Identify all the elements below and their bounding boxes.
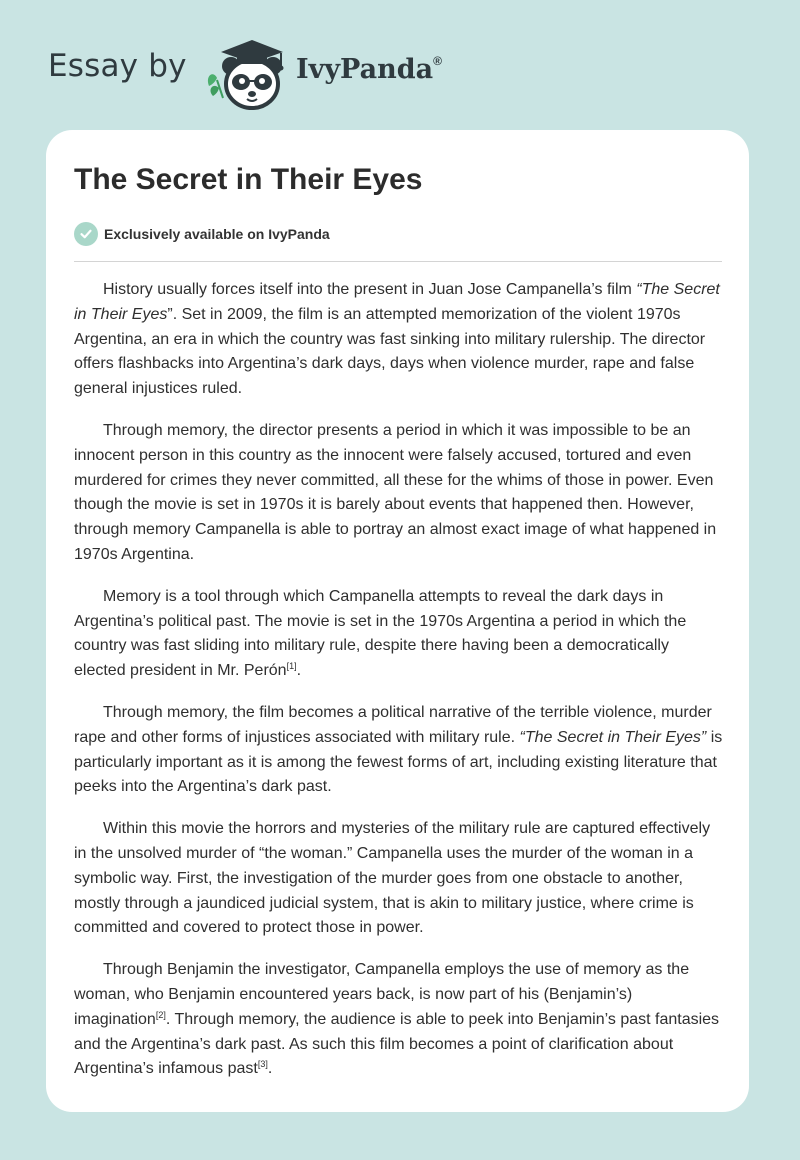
paragraph-4 bbox=[74, 701, 724, 800]
panda-logo-icon[interactable] bbox=[203, 34, 293, 112]
brand-name-text: IvyPanda bbox=[296, 54, 434, 85]
paragraph-1 bbox=[74, 278, 724, 402]
paragraph-text: is particularly important as it is among the fewest forms of art, including existing literature that peeks into the Argentina’s dark past. bbox=[74, 728, 723, 796]
essay-card bbox=[46, 130, 749, 1112]
paragraph-2 bbox=[74, 419, 724, 568]
film-title-italic: “The Secret in Their Eyes bbox=[74, 281, 720, 323]
registered-mark: ® bbox=[433, 54, 442, 68]
film-title-italic: “The Secret in Their Eyes” bbox=[519, 728, 707, 746]
paragraph-5 bbox=[74, 817, 724, 941]
paragraph-text: Through Benjamin the investigator, Campanella employs the use of memory as the woman, who Benjamin encountered years back, is now part of his (Benjamin’s) imagination bbox=[74, 961, 690, 1028]
footnote-ref[interactable]: [1] bbox=[286, 661, 297, 672]
paragraph-6 bbox=[74, 958, 724, 1082]
essay-title: The Secret in Their Eyes bbox=[74, 163, 423, 196]
paragraph-text: Within this movie the horrors and mysteries of the military rule are captured effectively in the unsolved murder of “the woman.” Campanella uses the murder of the woman in a symbolic way. First, the investigation of the murder goes from one obstacle to another, mostly through a jaundiced judicial system, that is akin to military justice, where crime is committed and covered to protect those in power. bbox=[74, 820, 711, 937]
essay-by-label: Essay by bbox=[48, 48, 187, 84]
paragraph-text: Through memory, the film becomes a political narrative of the terrible violence, murder rape and other forms of injustices associated with military rule. bbox=[74, 703, 712, 746]
exclusive-badge-label: Exclusively available on IvyPanda bbox=[104, 226, 330, 242]
essay-body bbox=[74, 278, 724, 1099]
footnote-ref[interactable]: [2] bbox=[155, 1009, 166, 1020]
checkmark-circle-icon bbox=[74, 222, 98, 246]
paragraph-text: . bbox=[296, 662, 302, 680]
paragraph-text: Through memory, the director presents a period in which it was impossible to be an innocent person in this country as the innocent were falsely accused, tortured and even murdered for crimes they never committed, all these for the whims of those in power. Even though the movie is set in 1970s it is barely about events that happened then. However, through memory Campanella is able to portray an almost exact image of what happened in 1970s Argentina. bbox=[74, 421, 717, 563]
exclusive-badge bbox=[74, 222, 330, 246]
footnote-ref[interactable]: [3] bbox=[257, 1059, 268, 1070]
brand-name[interactable] bbox=[296, 54, 442, 85]
paragraph-3 bbox=[74, 585, 724, 684]
title-divider bbox=[74, 261, 722, 262]
site-header bbox=[48, 34, 508, 114]
paragraph-text: . Through memory, the audience is able to peek into Benjamin’s past fantasies and the Argentina’s dark past. As such this film becomes a point of clarification about Argentina’s infamous past bbox=[74, 1010, 720, 1078]
paragraph-text: Memory is a tool through which Campanella attempts to reveal the dark days in Argentina’s political past. The movie is set in the 1970s Argentina a period in which the country was fast sliding into military rule, despite there having been a democratically elected president in Mr. Perón bbox=[74, 587, 687, 680]
paragraph-text: History usually forces itself into the present in Juan Jose Campanella’s film bbox=[103, 281, 637, 298]
paragraph-text: . bbox=[267, 1060, 273, 1078]
paragraph-text: ”. Set in 2009, the film is an attempted memorization of the violent 1970s Argentina, an era in which the country was fast sinking into military rulership. The director offers flashbacks into Argentina’s dark days, days when violence murder, rape and false general injustices ruled. bbox=[74, 305, 706, 398]
